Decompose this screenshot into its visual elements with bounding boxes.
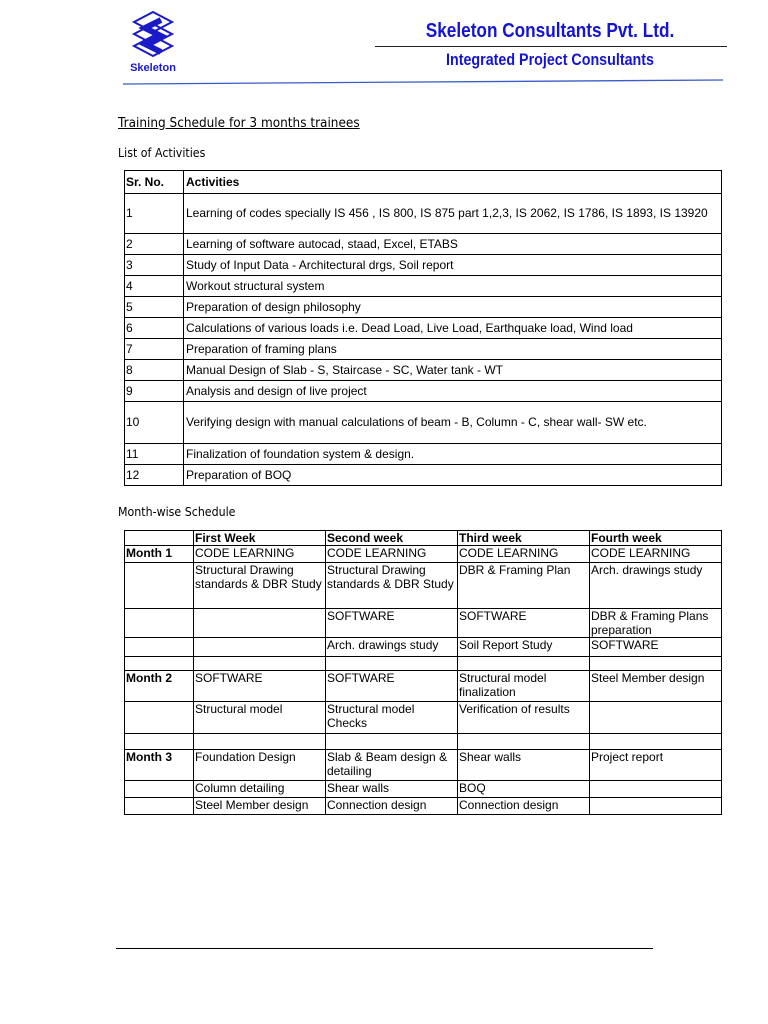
table-row	[125, 297, 722, 318]
company-logo	[126, 10, 180, 78]
schedule-cell: Arch. drawings study	[326, 638, 458, 657]
schedule-cell: Project report	[590, 750, 722, 781]
schedule-cell: Structural Drawing standards & DBR Study	[194, 563, 326, 609]
schedule-cell: Structural model	[194, 702, 326, 734]
schedule-cell: Soil Report Study	[458, 638, 590, 657]
schedule-cell: DBR & Framing Plan	[458, 563, 590, 609]
schedule-cell: Verification of results	[458, 702, 590, 734]
sr-no-cell: 3	[125, 255, 184, 276]
sr-no-cell: 2	[125, 234, 184, 255]
column-header: Activities	[184, 171, 722, 194]
column-header	[125, 531, 194, 546]
activity-cell: Workout structural system	[184, 276, 722, 297]
schedule-cell	[458, 657, 590, 671]
activity-cell: Analysis and design of live project	[184, 381, 722, 402]
table-row	[125, 381, 722, 402]
schedule-cell: Structural model Checks	[326, 702, 458, 734]
table-row	[125, 318, 722, 339]
activity-cell: Preparation of framing plans	[184, 339, 722, 360]
document-title: Training Schedule for 3 months trainees	[118, 116, 360, 131]
activity-cell: Verifying design with manual calculations of beam - B, Column - C, shear wall- SW etc.	[184, 402, 722, 444]
sr-no-cell: 9	[125, 381, 184, 402]
table-row	[125, 750, 722, 781]
month-cell: Month 2	[125, 671, 194, 702]
activity-cell: Study of Input Data - Architectural drgs, Soil report	[184, 255, 722, 276]
table-row	[125, 234, 722, 255]
activity-cell: Manual Design of Slab - S, Staircase - SC, Water tank - WT	[184, 360, 722, 381]
activity-cell: Preparation of design philosophy	[184, 297, 722, 318]
table-row	[125, 276, 722, 297]
table-row	[125, 798, 722, 815]
table-row	[125, 702, 722, 734]
table-row	[125, 444, 722, 465]
column-header: First Week	[194, 531, 326, 546]
column-header: Sr. No.	[125, 171, 184, 194]
month-cell: Month 1	[125, 546, 194, 563]
sr-no-cell: 4	[125, 276, 184, 297]
sr-no-cell: 5	[125, 297, 184, 318]
schedule-cell: CODE LEARNING	[590, 546, 722, 563]
table-row	[125, 671, 722, 702]
header-rule	[123, 79, 723, 85]
schedule-cell: Slab & Beam design & detailing	[326, 750, 458, 781]
schedule-heading: Month-wise Schedule	[118, 505, 236, 519]
table-row	[125, 781, 722, 798]
table-row	[125, 563, 722, 609]
schedule-cell	[194, 657, 326, 671]
table-header-row	[125, 171, 722, 194]
month-cell	[125, 657, 194, 671]
schedule-cell: Shear walls	[458, 750, 590, 781]
schedule-cell: Column detailing	[194, 781, 326, 798]
schedule-cell	[326, 657, 458, 671]
table-row	[125, 402, 722, 444]
schedule-cell: Structural model finalization	[458, 671, 590, 702]
schedule-cell: Arch. drawings study	[590, 563, 722, 609]
sr-no-cell: 12	[125, 465, 184, 486]
table-row	[125, 546, 722, 563]
company-name: Skeleton Consultants Pvt. Ltd.	[425, 20, 675, 42]
activity-cell: Calculations of various loads i.e. Dead Load, Live Load, Earthquake load, Wind load	[184, 318, 722, 339]
schedule-cell: Foundation Design	[194, 750, 326, 781]
activity-cell: Finalization of foundation system & design.	[184, 444, 722, 465]
company-tagline: Integrated Project Consultants	[446, 50, 654, 69]
schedule-cell	[194, 734, 326, 750]
schedule-cell	[326, 734, 458, 750]
schedule-table	[124, 530, 722, 815]
schedule-cell: CODE LEARNING	[326, 546, 458, 563]
month-cell	[125, 609, 194, 638]
column-header: Fourth week	[590, 531, 722, 546]
schedule-cell: SOFTWARE	[194, 671, 326, 702]
table-row	[125, 194, 722, 234]
activities-table	[124, 170, 722, 486]
schedule-cell: Steel Member design	[194, 798, 326, 815]
sr-no-cell: 10	[125, 402, 184, 444]
activity-cell: Learning of software autocad, staad, Excel, ETABS	[184, 234, 722, 255]
activity-cell: Learning of codes specially IS 456 , IS 800, IS 875 part 1,2,3, IS 2062, IS 1786, IS 1893, IS 13920	[184, 194, 722, 234]
column-header: Third week	[458, 531, 590, 546]
schedule-cell: DBR & Framing Plans preparation	[590, 609, 722, 638]
sr-no-cell: 1	[125, 194, 184, 234]
month-cell	[125, 781, 194, 798]
schedule-cell: Steel Member design	[590, 671, 722, 702]
activities-heading: List of Activities	[118, 146, 206, 160]
activity-cell: Preparation of BOQ	[184, 465, 722, 486]
schedule-cell: SOFTWARE	[326, 671, 458, 702]
schedule-cell: SOFTWARE	[326, 609, 458, 638]
table-header-row	[125, 531, 722, 546]
schedule-cell	[590, 734, 722, 750]
footer-divider	[116, 948, 653, 949]
schedule-cell: SOFTWARE	[458, 609, 590, 638]
schedule-cell: CODE LEARNING	[458, 546, 590, 563]
schedule-cell	[590, 798, 722, 815]
table-row	[125, 465, 722, 486]
schedule-cell: SOFTWARE	[590, 638, 722, 657]
schedule-cell: BOQ	[458, 781, 590, 798]
table-row	[125, 360, 722, 381]
schedule-cell: Shear walls	[326, 781, 458, 798]
schedule-cell	[458, 734, 590, 750]
sr-no-cell: 6	[125, 318, 184, 339]
month-cell	[125, 734, 194, 750]
skeleton-logo-icon	[130, 10, 176, 60]
schedule-cell	[590, 657, 722, 671]
schedule-cell	[194, 638, 326, 657]
month-cell	[125, 563, 194, 609]
column-header: Second week	[326, 531, 458, 546]
schedule-cell: Connection design	[458, 798, 590, 815]
table-row	[125, 638, 722, 657]
table-row	[125, 339, 722, 360]
sr-no-cell: 11	[125, 444, 184, 465]
logo-text: Skeleton	[130, 62, 176, 74]
table-row	[125, 609, 722, 638]
month-cell	[125, 638, 194, 657]
schedule-cell	[590, 781, 722, 798]
sr-no-cell: 7	[125, 339, 184, 360]
table-row	[125, 255, 722, 276]
month-cell	[125, 798, 194, 815]
schedule-cell	[590, 702, 722, 734]
month-cell	[125, 702, 194, 734]
table-row	[125, 657, 722, 671]
schedule-cell	[194, 609, 326, 638]
month-cell: Month 3	[125, 750, 194, 781]
sr-no-cell: 8	[125, 360, 184, 381]
schedule-cell: Connection design	[326, 798, 458, 815]
table-row	[125, 734, 722, 750]
schedule-cell: Structural Drawing standards & DBR Study	[326, 563, 458, 609]
header-divider	[375, 46, 727, 47]
schedule-cell: CODE LEARNING	[194, 546, 326, 563]
